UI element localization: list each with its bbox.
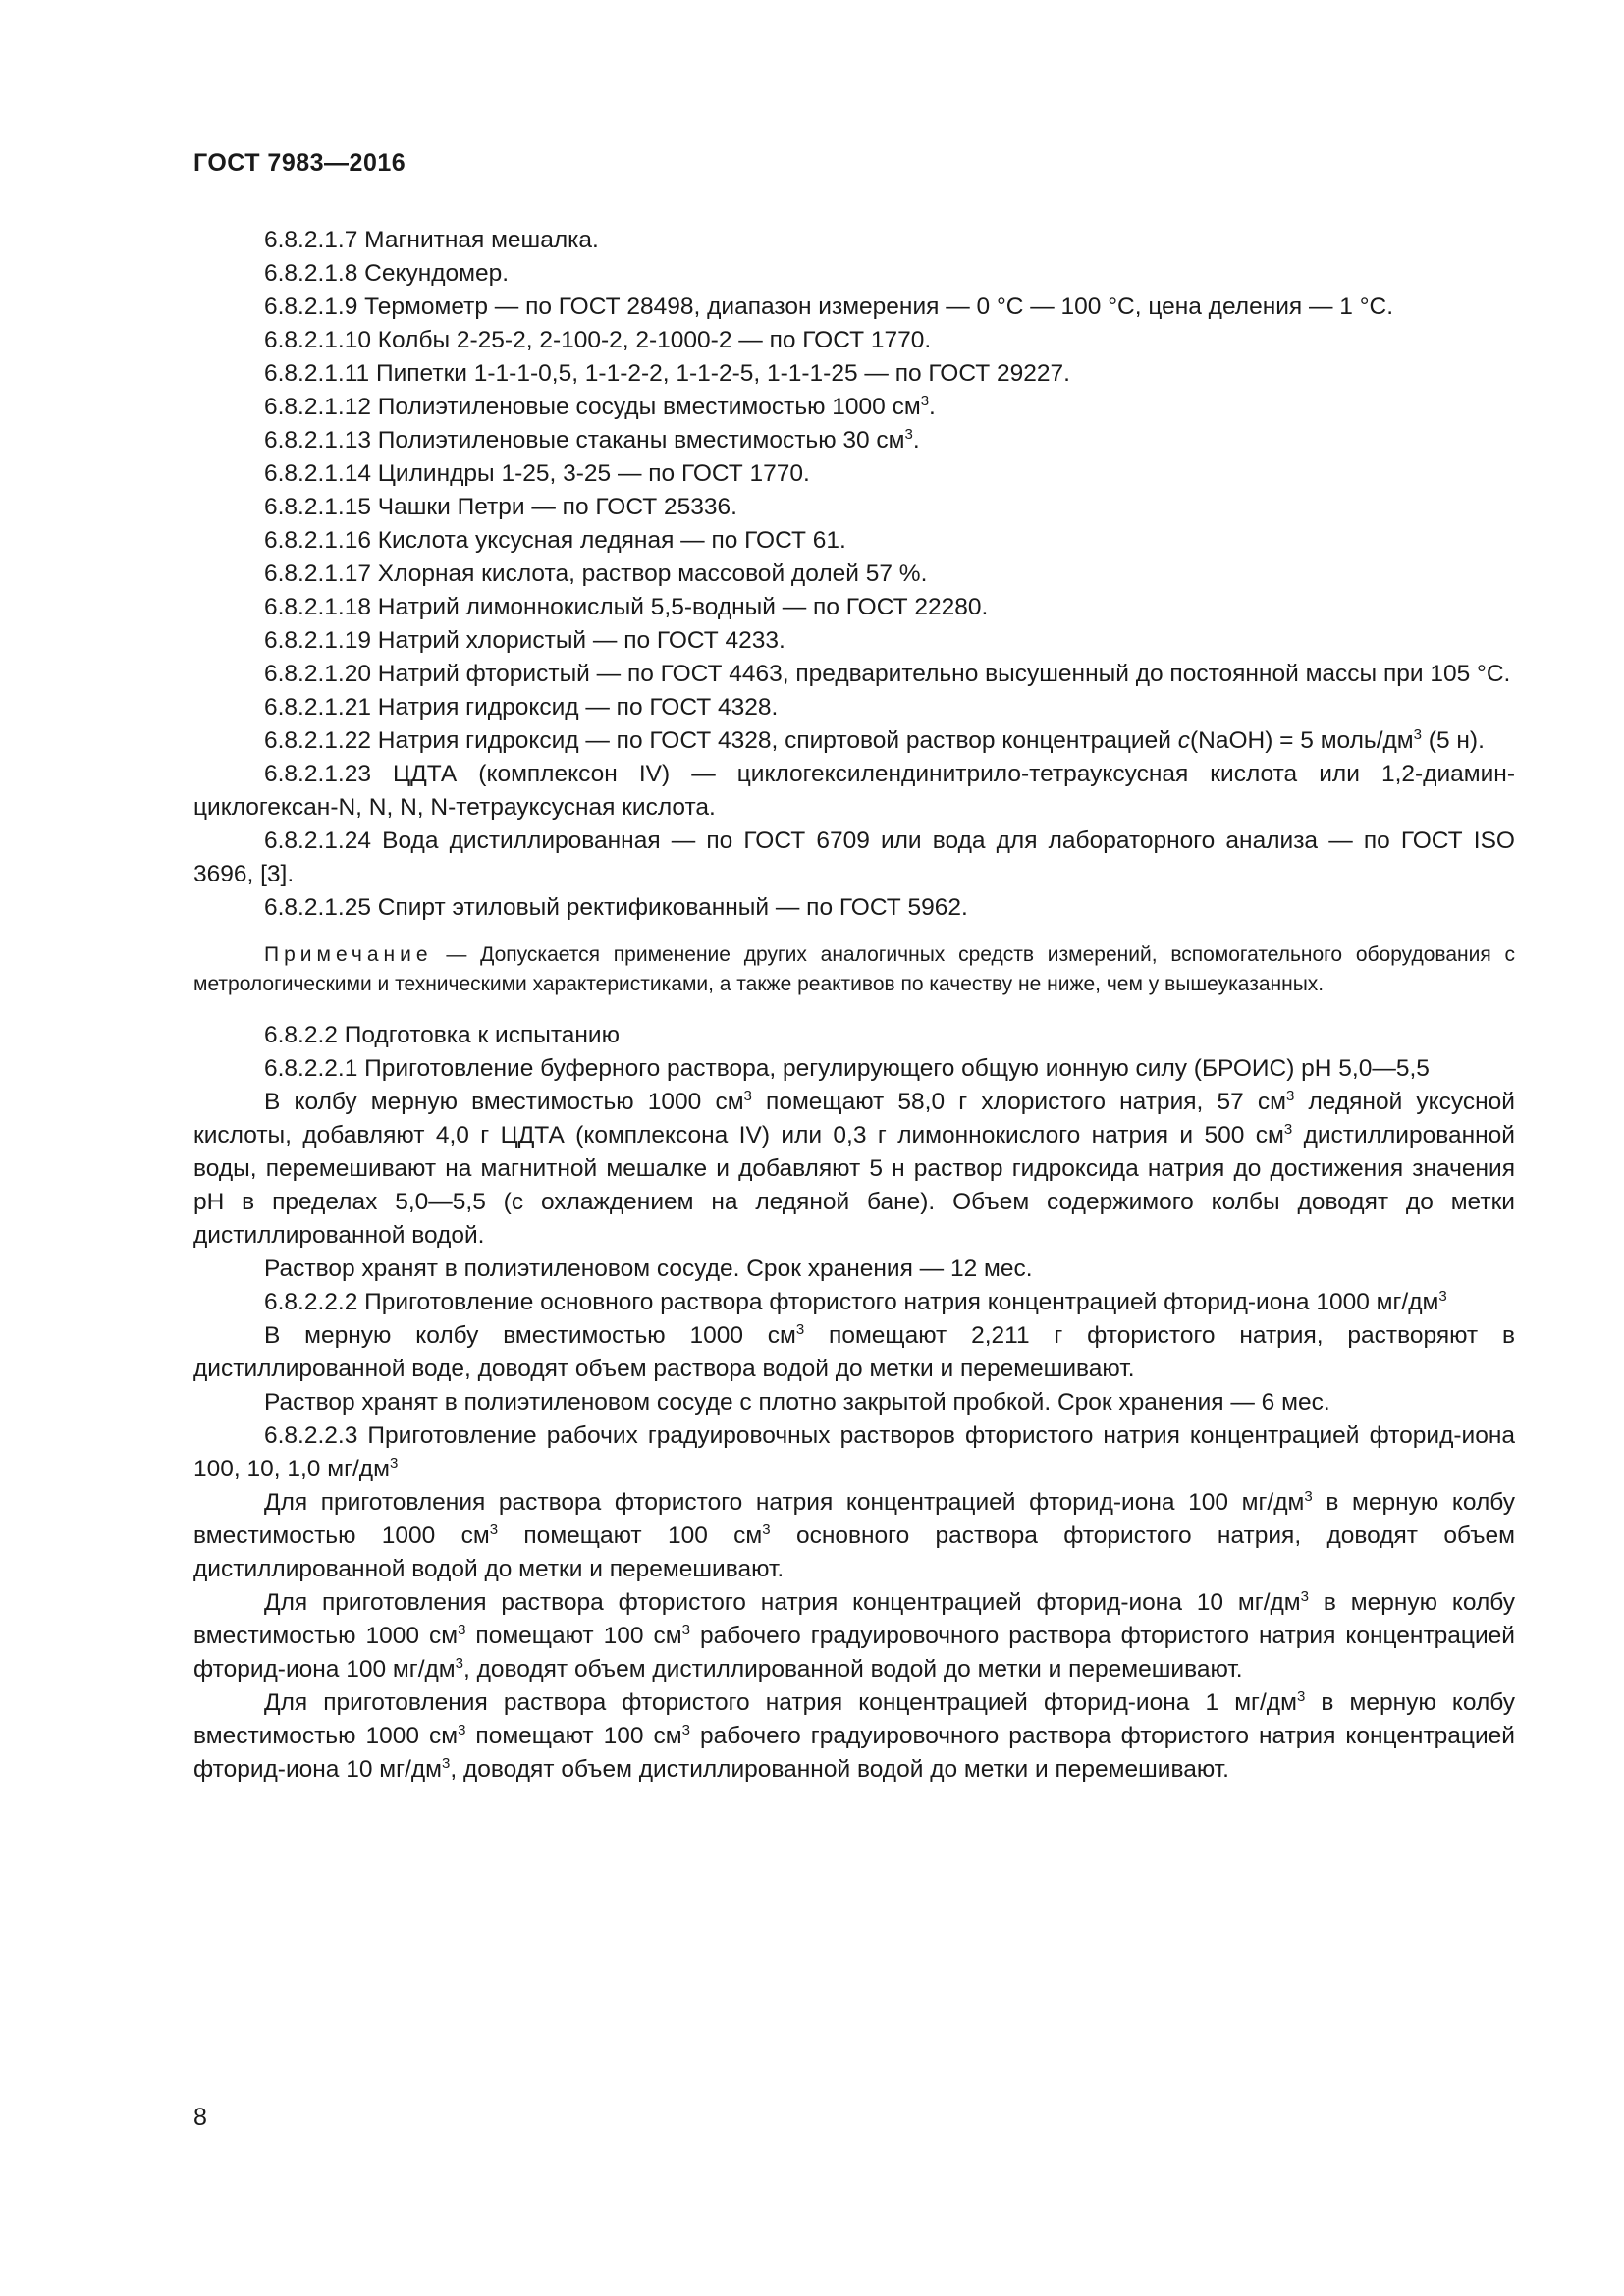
superscript: 3 — [904, 426, 913, 443]
paragraph — [193, 1319, 1515, 1386]
superscript: 3 — [1304, 1488, 1313, 1505]
superscript: 3 — [455, 1655, 463, 1672]
list-item: 6.8.2.1.25 Спирт этиловый ректификованный — по ГОСТ 5962. — [264, 894, 968, 921]
text: Для приготовления раствора фтористого натрия концентрацией фторид-иона 10 мг/дм — [264, 1589, 1301, 1616]
text: 6.8.2.2.3 Приготовление рабочих градуировочных растворов фтористого натрия концентрацией фторид-иона 100, 10, 1,0 мг/дм — [193, 1422, 1515, 1482]
text: Для приготовления раствора фтористого натрия концентрацией фторид-иона 100 мг/дм — [264, 1489, 1305, 1516]
text: 6.8.2.2.2 Приготовление основного раствора фтористого натрия концентрацией фторид-иона 1000 мг/дм — [264, 1289, 1439, 1315]
note — [193, 940, 1515, 999]
formula-text: (NaOH) = 5 моль/дм — [1189, 727, 1414, 754]
list-item — [193, 724, 1515, 758]
text: ледяной уксусной кислоты, добавляют 4,0 г ЦДТА (комплексона IV) или 0,3 г лимоннокислого натрия и 500 см — [193, 1089, 1515, 1148]
text: помещают 100 см — [498, 1522, 763, 1549]
list-item: 6.8.2.1.8 Секундомер. — [264, 260, 510, 287]
superscript: 3 — [681, 1722, 690, 1738]
formula-var: c — [1177, 727, 1190, 754]
list-item-text: 6.8.2.1.12 Полиэтиленовые сосуды вместимостью 1000 см — [264, 394, 921, 420]
superscript: 3 — [795, 1321, 805, 1338]
text: помещают 100 см — [465, 1623, 682, 1649]
formula-tail: (5 н). — [1422, 727, 1485, 754]
paragraph — [193, 1686, 1515, 1787]
list-item-text: 6.8.2.1.22 Натрия гидроксид — по ГОСТ 4328, спиртовой раствор концентрацией — [264, 727, 1171, 754]
paragraph: Раствор хранят в полиэтиленовом сосуде с плотно закрытой пробкой. Срок хранения — 6 мес. — [264, 1389, 1330, 1415]
text: В мерную колбу вместимостью 1000 см — [264, 1322, 796, 1349]
text: в мерную колбу вместимостью 1000 см — [193, 1589, 1515, 1649]
list-item: 6.8.2.1.18 Натрий лимоннокислый 5,5-водный — по ГОСТ 22280. — [264, 594, 989, 620]
list-item: 6.8.2.1.20 Натрий фтористый — по ГОСТ 4463, предварительно высушенный до постоянной массы при 105 °С. — [264, 661, 1511, 687]
superscript: 3 — [681, 1622, 690, 1638]
paragraph: Раствор хранят в полиэтиленовом сосуде. Срок хранения — 12 мес. — [264, 1255, 1033, 1282]
list-item: 6.8.2.1.15 Чашки Петри — по ГОСТ 25336. — [264, 494, 737, 520]
superscript: 3 — [458, 1722, 466, 1738]
superscript: 3 — [1413, 726, 1422, 743]
list-item: 6.8.2.1.7 Магнитная мешалка. — [264, 227, 599, 253]
superscript: 3 — [1283, 1121, 1293, 1138]
list-item: 6.8.2.1.11 Пипетки 1-1-1-0,5, 1-1-2-2, 1-1-2-5, 1-1-1-25 — по ГОСТ 29227. — [264, 360, 1070, 387]
document-header: ГОСТ 7983—2016 — [193, 149, 406, 177]
paragraph — [193, 1486, 1515, 1586]
superscript: 3 — [1285, 1088, 1295, 1104]
text: дистиллированной воды, перемешивают на магнитной мешалке и добавляют 5 н раствор гидроксида натрия до достижения значения рН в пределах 5,0—5,5 (с охлаждением на ледяной бане). Объем содержимого колбы доводят до метки дистиллированной водой. — [193, 1122, 1515, 1249]
document-body — [193, 224, 1515, 1787]
text: , доводят объем дистиллированной водой до метки и перемешивают. — [463, 1656, 1243, 1682]
superscript: 3 — [389, 1455, 399, 1471]
list-item: 6.8.2.1.17 Хлорная кислота, раствор массовой долей 57 %. — [264, 561, 928, 587]
list-item: 6.8.2.1.10 Колбы 2-25-2, 2-100-2, 2-1000-2 — по ГОСТ 1770. — [264, 327, 932, 353]
note-label: Примечание — [264, 943, 433, 966]
list-item-text: 6.8.2.1.13 Полиэтиленовые стаканы вместимостью 30 см — [264, 427, 905, 454]
list-item — [193, 424, 1515, 457]
superscript: 3 — [489, 1522, 499, 1538]
punct: . — [912, 427, 920, 454]
list-item: 6.8.2.1.21 Натрия гидроксид — по ГОСТ 4328. — [264, 694, 779, 721]
list-item — [193, 391, 1515, 424]
list-item: 6.8.2.1.24 Вода дистиллированная — по ГОСТ 6709 или вода для лабораторного анализа — по ГОСТ ISO 3696, [3]. — [193, 828, 1515, 887]
list-item: 6.8.2.1.16 Кислота уксусная ледяная — по ГОСТ 61. — [264, 527, 846, 554]
superscript: 3 — [1296, 1688, 1306, 1705]
superscript: 3 — [458, 1622, 466, 1638]
superscript: 3 — [442, 1755, 451, 1772]
text: Для приготовления раствора фтористого натрия концентрацией фторид-иона 1 мг/дм — [264, 1689, 1297, 1716]
paragraph — [193, 1086, 1515, 1253]
text: помещают 2,211 г фтористого натрия, растворяют в дистиллированной воде, доводят объем раствора водой до метки и перемешивают. — [193, 1322, 1515, 1382]
text: В колбу мерную вместимостью 1000 см — [264, 1089, 744, 1115]
section-title: 6.8.2.2 Подготовка к испытанию — [264, 1022, 620, 1048]
list-item: 6.8.2.1.19 Натрий хлористый — по ГОСТ 4233. — [264, 627, 785, 654]
text: рабочего градуировочного раствора фтористого натрия концентрацией фторид-иона 10 мг/дм — [193, 1723, 1515, 1783]
text: основного раствора фтористого натрия, доводят объем дистиллированной водой до метки и перемешивают. — [193, 1522, 1515, 1582]
text: помещают 100 см — [465, 1723, 682, 1749]
superscript: 3 — [920, 393, 930, 409]
superscript: 3 — [1300, 1588, 1309, 1605]
punct: . — [929, 394, 936, 420]
list-item: 6.8.2.1.14 Цилиндры 1-25, 3-25 — по ГОСТ 1770. — [264, 460, 810, 487]
list-item: 6.8.2.1.9 Термометр — по ГОСТ 28498, диапазон измерения — 0 °С — 100 °С, цена деления — 1 °С. — [264, 294, 1394, 320]
paragraph — [193, 1586, 1515, 1686]
list-item: 6.8.2.1.23 ЦДТА (комплексон IV) — циклогексилендинитрило-тетрауксусная кислота или 1,2-диамин-циклогексан-N, N, N, N-тетрауксусная кислота. — [193, 761, 1515, 821]
text: , доводят объем дистиллированной водой до метки и перемешивают. — [450, 1756, 1229, 1783]
text: рабочего градуировочного раствора фтористого натрия концентрацией фторид-иона 100 мг/дм — [193, 1623, 1515, 1682]
superscript: 3 — [743, 1088, 752, 1104]
paragraph — [193, 1286, 1515, 1319]
text: в мерную колбу вместимостью 1000 см — [193, 1689, 1515, 1749]
superscript: 3 — [1438, 1288, 1447, 1305]
text: помещают 58,0 г хлористого натрия, 57 см — [751, 1089, 1286, 1115]
paragraph: 6.8.2.2.1 Приготовление буферного раствора, регулирующего общую ионную силу (БРОИС) рН 5,0—5,5 — [264, 1055, 1430, 1082]
paragraph — [193, 1419, 1515, 1486]
note-text: — Допускается применение других аналогичных средств измерений, вспомогательного оборудования с метрологическими и техническими характеристиками, а также реактивов по качеству не ниже, чем у вышеуказанных. — [193, 943, 1515, 995]
superscript: 3 — [762, 1522, 771, 1538]
text: в мерную колбу вместимостью 1000 см — [193, 1489, 1515, 1549]
page-number: 8 — [193, 2104, 207, 2131]
